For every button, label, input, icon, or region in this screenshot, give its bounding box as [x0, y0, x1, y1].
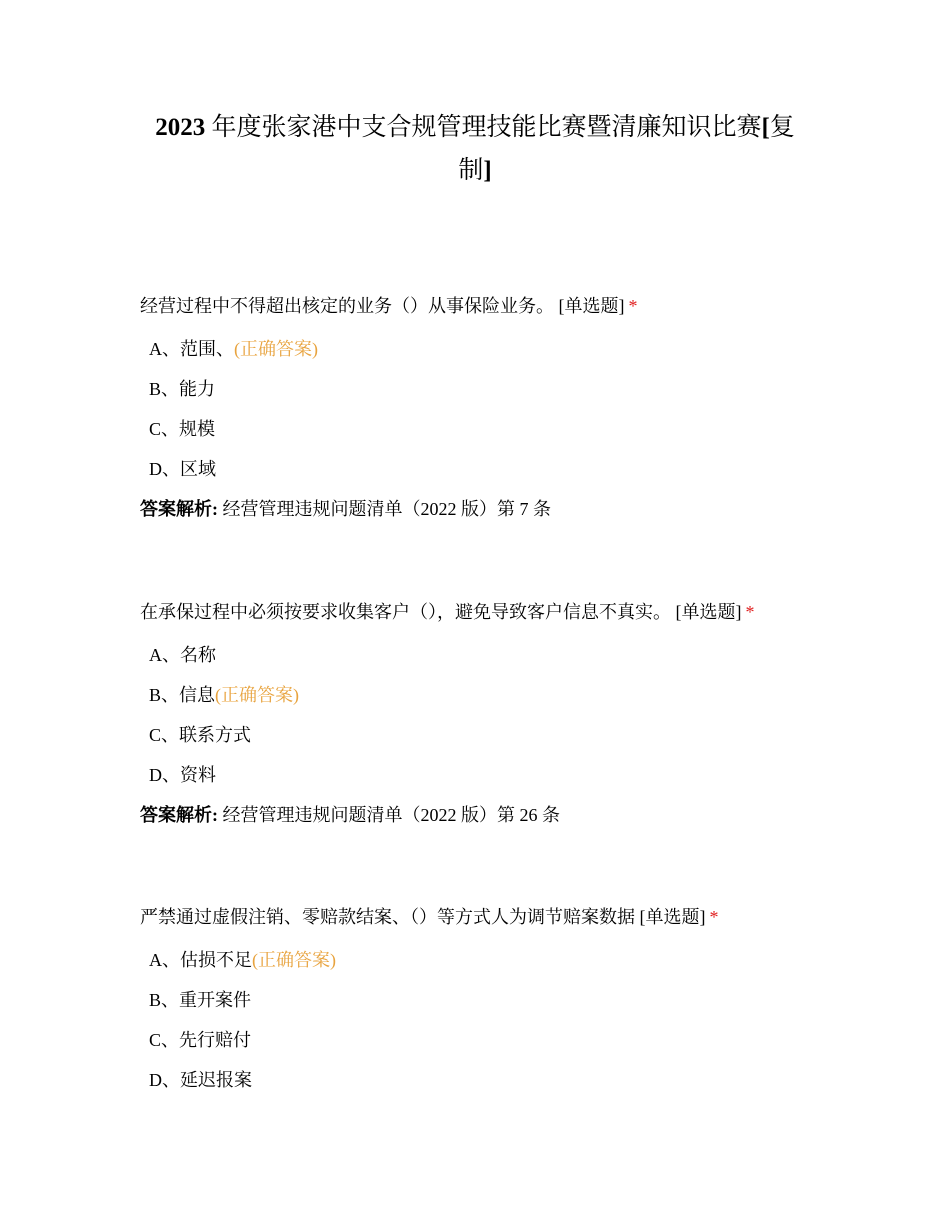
option-d[interactable]	[140, 763, 840, 803]
option-label: D、延迟报案	[149, 1070, 252, 1090]
required-marker: *	[745, 602, 755, 622]
answer-analysis	[140, 497, 840, 521]
option-label: B、能力	[149, 379, 216, 399]
analysis-text: 经营管理违规问题清单（2022 版）第 26 条	[222, 805, 560, 825]
page-title	[140, 106, 810, 192]
question-stem: 经营过程中不得超出核定的业务（）从事保险业务。	[140, 296, 554, 316]
title-year: 2023	[155, 114, 206, 141]
question-stem: 严禁通过虚假注销、零赔款结案、（）等方式人为调节赔案数据	[140, 907, 635, 927]
title-suffix-1: 复	[769, 114, 795, 141]
title-text: 年度张家港中支合规管理技能比赛暨清廉知识比赛	[211, 114, 762, 141]
question-stem: 在承保过程中必须按要求收集客户（），避免导致客户信息不真实。	[140, 602, 671, 622]
option-label: A、范围、	[149, 339, 234, 359]
option-label: A、名称	[149, 645, 216, 665]
question-2	[140, 599, 840, 827]
option-d[interactable]	[140, 1068, 840, 1108]
title-bracket-open: [	[761, 114, 770, 141]
option-list	[140, 948, 840, 1108]
title-suffix-2: 制	[458, 157, 484, 184]
option-label: D、区域	[149, 459, 216, 479]
title-bracket-close: ]	[483, 157, 492, 184]
question-3	[140, 904, 840, 1108]
option-label: C、规模	[149, 419, 216, 439]
option-b[interactable]	[140, 683, 840, 723]
required-marker: *	[709, 907, 719, 927]
option-list	[140, 643, 840, 803]
correct-answer-tag: (正确答案)	[252, 950, 336, 970]
option-list	[140, 337, 840, 497]
question-text	[140, 293, 840, 319]
correct-answer-tag: (正确答案)	[215, 685, 300, 705]
analysis-text: 经营管理违规问题清单（2022 版）第 7 条	[222, 499, 551, 519]
option-label: C、先行赔付	[149, 1030, 252, 1050]
option-c[interactable]	[140, 723, 840, 763]
question-type: [单选题]	[675, 602, 742, 622]
question-type: [单选题]	[558, 296, 625, 316]
option-a[interactable]	[140, 337, 840, 377]
correct-answer-tag: (正确答案)	[234, 339, 318, 359]
option-b[interactable]	[140, 377, 840, 417]
question-type: [单选题]	[639, 907, 706, 927]
option-label: B、信息	[149, 685, 216, 705]
option-c[interactable]	[140, 1028, 840, 1068]
analysis-label: 答案解析:	[140, 805, 218, 825]
option-label: B、重开案件	[149, 990, 252, 1010]
option-a[interactable]	[140, 948, 840, 988]
option-label: A、估损不足	[149, 950, 252, 970]
option-a[interactable]	[140, 643, 840, 683]
option-label: C、联系方式	[149, 725, 252, 745]
question-1	[140, 293, 840, 521]
analysis-label: 答案解析:	[140, 499, 218, 519]
option-label: D、资料	[149, 765, 216, 785]
option-d[interactable]	[140, 457, 840, 497]
question-text	[140, 599, 840, 625]
option-c[interactable]	[140, 417, 840, 457]
option-b[interactable]	[140, 988, 840, 1028]
answer-analysis	[140, 803, 840, 827]
question-text	[140, 904, 840, 930]
required-marker: *	[628, 296, 638, 316]
